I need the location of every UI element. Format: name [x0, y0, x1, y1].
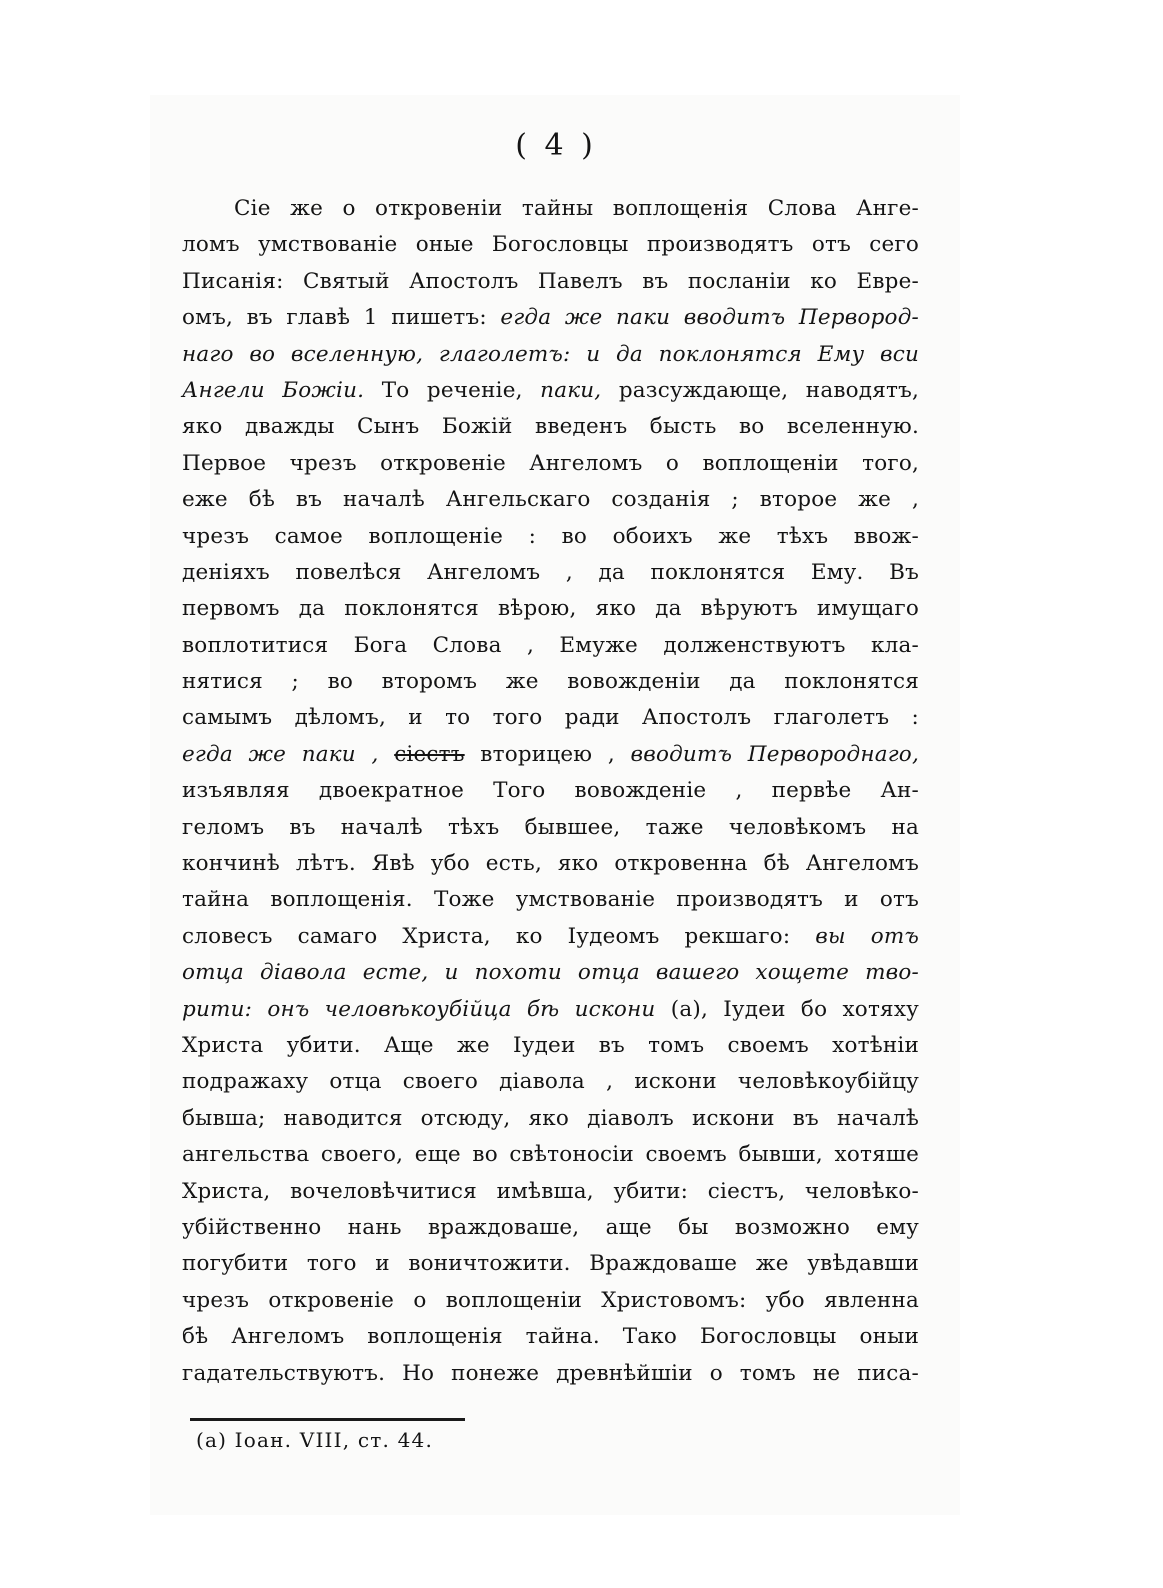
italic-segment: отца діавола есте, и похоти отца вашего хощете тво- — [182, 960, 919, 986]
text-segment: чрезъ откровеніе о воплощеніи Христовомъ: убо явленна — [182, 1287, 919, 1313]
text-line — [182, 300, 919, 336]
text-line — [182, 664, 919, 700]
text-line — [182, 264, 919, 300]
text-segment: убійственно нань враждоваше, аще бы возможно ему — [182, 1214, 919, 1240]
text-segment: еже бѣ въ началѣ Ангельскаго созданія ; второе же , — [182, 487, 919, 513]
text-segment: кончинѣ лѣтъ. Явѣ убо есть, яко откровенна бѣ Ангеломъ — [182, 851, 919, 877]
italic-segment: егда же паки вводитъ Первород- — [500, 305, 919, 331]
struck-segment: сіестъ — [394, 741, 465, 767]
page-number: ( 4 ) — [515, 128, 597, 163]
text-segment: воплотитися Бога Слова , Емуже долженствуютъ кла- — [182, 632, 919, 658]
italic-segment: рити: онъ человѣкоубійца бѣ искони — [182, 996, 656, 1022]
text-segment: Первое чрезъ откровеніе Ангеломъ о воплощеніи того, — [182, 450, 919, 476]
text-line — [182, 446, 919, 482]
text-segment: подражаху отца своего діавола , искони человѣкоубійцу — [182, 1069, 919, 1095]
text-line — [182, 882, 919, 918]
text-segment: Сіе же о откровеніи тайны воплощенія Слова Анге- — [234, 196, 919, 221]
italic-segment: егда же паки , — [182, 741, 379, 767]
italic-segment: паки, — [540, 377, 602, 403]
text-segment: омъ, въ главѣ 1 пишетъ: — [182, 305, 501, 331]
text-line — [182, 1246, 919, 1282]
text-line — [182, 628, 919, 664]
body-text — [182, 191, 919, 1392]
footnote-rule — [190, 1418, 465, 1421]
text-segment: Христа, вочеловѣчитися имѣвша, убити: сіестъ, человѣко- — [182, 1178, 919, 1204]
text-line — [182, 1174, 919, 1210]
text-line — [182, 482, 919, 518]
text-segment: чрезъ самое воплощеніе : во обоихъ же тѣхъ ввож- — [182, 523, 919, 549]
italic-segment: наго во вселенную, глаголетъ: и да поклонятся Ему вси — [182, 341, 919, 367]
text-segment: вторицею , — [464, 741, 631, 767]
text-segment: (а), Іудеи бо хотяху — [655, 996, 919, 1022]
text-line — [182, 1064, 919, 1100]
italic-segment: вводитъ Первороднаго, — [630, 741, 919, 767]
text-line — [182, 1283, 919, 1319]
text-line — [182, 1319, 919, 1355]
italic-segment: Ангели Божіи. — [182, 377, 365, 403]
text-line — [182, 1101, 919, 1137]
text-line — [182, 846, 919, 882]
text-line — [182, 810, 919, 846]
text-segment — [379, 742, 395, 767]
text-line — [182, 519, 919, 555]
text-segment: бывша; наводится отсюду, яко діаволъ искони въ началѣ — [182, 1105, 919, 1131]
text-line — [182, 919, 919, 955]
text-segment: самымъ дѣломъ, и то того ради Апостолъ глаголетъ : — [182, 705, 919, 731]
text-segment: словесъ самаго Христа, ко Іудеомъ рекшаго: — [182, 923, 816, 949]
text-line — [182, 337, 919, 373]
text-line — [182, 737, 919, 773]
text-line — [182, 1028, 919, 1064]
text-line — [182, 409, 919, 445]
text-line — [182, 191, 919, 227]
text-line — [182, 1356, 919, 1392]
text-segment: погубити того и воничтожити. Враждоваше же увѣдавши — [182, 1251, 919, 1277]
text-segment: деніяхъ повелѣся Ангеломъ , да поклонятся Ему. Въ — [182, 559, 919, 585]
text-segment: Писанія: Святый Апостолъ Павелъ въ посланіи ко Евре- — [182, 268, 919, 294]
text-segment: тайна воплощенія. Тоже умствованіе производятъ и отъ — [182, 887, 919, 913]
text-line — [182, 992, 919, 1028]
text-segment: разсуждающе, наводятъ, — [601, 377, 920, 403]
text-line — [182, 955, 919, 991]
text-line — [182, 773, 919, 809]
text-segment: первомъ да поклонятся вѣрою, яко да вѣруютъ имущаго — [182, 596, 919, 622]
text-segment: ангельства своего, еще во свѣтоносіи своемъ бывши, хотяше — [182, 1142, 919, 1168]
text-segment: гадательствуютъ. Но понеже древнѣйшіи о томъ не писа- — [182, 1360, 919, 1386]
text-line — [182, 373, 919, 409]
footnote: (а) Іоан. VIII, ст. 44. — [196, 1428, 434, 1452]
text-line — [182, 591, 919, 627]
text-segment: Христа убити. Аще же Іудеи въ томъ своемъ хотѣніи — [182, 1032, 919, 1058]
text-line — [182, 1210, 919, 1246]
text-line — [182, 700, 919, 736]
text-line — [182, 1137, 919, 1173]
italic-segment: вы отъ — [815, 923, 919, 949]
text-segment: нятися ; во второмъ же вовожденіи да поклонятся — [182, 669, 919, 695]
text-line — [182, 555, 919, 591]
text-line — [182, 227, 919, 263]
text-segment: изъявляя двоекратное Того вовожденіе , первѣе Ан- — [182, 778, 919, 804]
text-segment: То реченіе, — [364, 377, 541, 403]
text-segment: яко дважды Сынъ Божій введенъ бысть во вселенную. — [182, 414, 919, 440]
text-segment: геломъ въ началѣ тѣхъ бывшее, таже человѣкомъ на — [182, 814, 919, 840]
text-segment: бѣ Ангеломъ воплощенія тайна. Тако Богословцы оныи — [182, 1324, 919, 1350]
text-segment: ломъ умствованіе оные Богословцы производятъ отъ сего — [182, 232, 919, 258]
